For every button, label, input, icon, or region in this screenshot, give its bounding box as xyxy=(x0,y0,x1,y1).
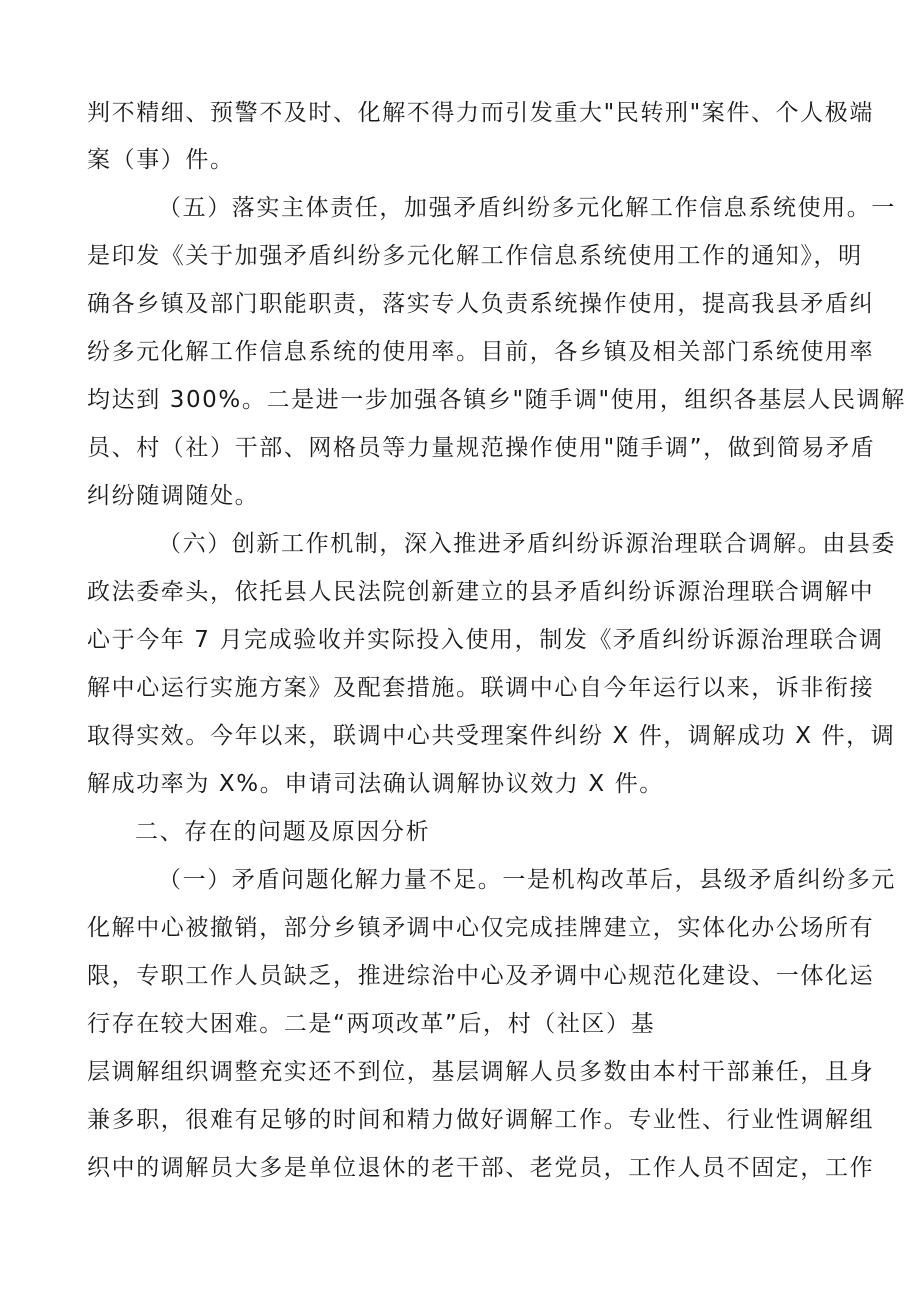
text-line: 织中的调解员大多是单位退休的老干部、老党员，工作人员不固定，工作 xyxy=(87,1155,875,1181)
text-line: 兼多职，很难有足够的时间和精力做好调解工作。专业性、行业性调解组 xyxy=(87,1107,875,1133)
text-line: 化解中心被撤销，部分乡镇矛调中心仅完成挂牌建立，实体化办公场所有 xyxy=(87,915,875,941)
text-line: 取得实效。今年以来，联调中心共受理案件纠纷 X 件，调解成功 X 件，调 xyxy=(87,723,896,749)
text-line: 纷多元化解工作信息系统的使用率。目前，各乡镇及相关部门系统使用率 xyxy=(87,339,875,365)
chapter-heading: 二、存在的问题及原因分析 xyxy=(135,819,431,845)
section-heading-5: （五）落实主体责任，加强矛盾纠纷多元化解工作信息系统使用。一 xyxy=(158,195,896,221)
text-line: 均达到 300%。二是进一步加强各镇乡"随手调"使用，组织各基层人民调解 xyxy=(87,387,906,413)
text-line: 确各乡镇及部门职能职责，落实专人负责系统操作使用，提高我县矛盾纠 xyxy=(87,291,875,317)
text-line: 员、村（社）干部、网格员等力量规范操作使用"随手调”，做到简易矛盾 xyxy=(87,435,876,461)
text-line: 是印发《关于加强矛盾纠纷多元化解工作信息系统使用工作的通知》，明 xyxy=(87,243,863,269)
text-line: 政法委牵头，依托县人民法院创新建立的县矛盾纠纷诉源治理联合调解中 xyxy=(87,579,875,605)
text-line: 判不精细、预警不及时、化解不得力而引发重大"民转刑"案件、个人极端 xyxy=(87,100,874,126)
text-line: 解中心运行实施方案》及配套措施。联调中心自今年运行以来，诉非衔接 xyxy=(87,675,875,701)
text-line: 层调解组织调整充实还不到位，基层调解人员多数由本村干部兼任，且身 xyxy=(87,1059,875,1085)
section-heading-6: （六）创新工作机制，深入推进矛盾纠纷诉源治理联合调解。由县委 xyxy=(158,531,896,557)
section-heading-1: （一）矛盾问题化解力量不足。一是机构改革后，县级矛盾纠纷多元 xyxy=(158,867,896,893)
text-line: 解成功率为 X%。申请司法确认调解协议效力 X 件。 xyxy=(87,771,664,797)
text-line: 限，专职工作人员缺乏，推进综治中心及矛调中心规范化建设、一体化运 xyxy=(87,963,875,989)
text-line: 纠纷随调随处。 xyxy=(87,483,260,509)
text-line: 案（事）件。 xyxy=(87,147,235,173)
text-line: 行存在较大困难。二是“两项改革”后，村（社区）基 xyxy=(87,1011,656,1037)
text-line: 心于今年 7 月完成验收并实际投入使用，制发《矛盾纠纷诉源治理联合调 xyxy=(87,627,884,653)
